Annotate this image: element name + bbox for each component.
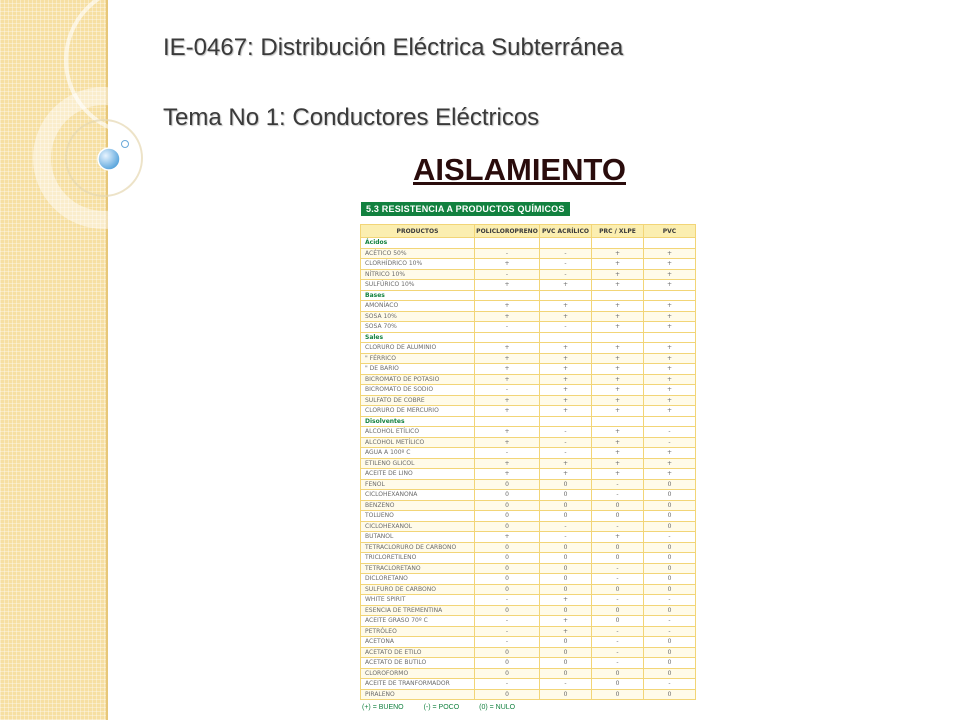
table-row	[361, 479, 696, 490]
empty-cell	[540, 238, 592, 249]
product-name: TRICLORETILENO	[361, 553, 475, 564]
resistance-value: -	[644, 616, 696, 627]
resistance-value: 0	[592, 689, 644, 700]
resistance-value: 0	[475, 553, 540, 564]
resistance-value: +	[644, 469, 696, 480]
empty-cell	[540, 290, 592, 301]
resistance-value: 0	[475, 490, 540, 501]
resistance-value: -	[592, 626, 644, 637]
legend-good: (+) = BUENO	[362, 704, 404, 711]
resistance-value: +	[644, 301, 696, 312]
resistance-value: 0	[475, 521, 540, 532]
slide-subtitle: Tema No 1: Conductores Eléctricos	[163, 104, 540, 131]
table-row	[361, 395, 696, 406]
empty-cell	[592, 238, 644, 249]
resistance-value: -	[644, 532, 696, 543]
table-row	[361, 658, 696, 669]
col-header: PVC ACRÍLICO	[540, 225, 592, 238]
table-row	[361, 301, 696, 312]
resistance-value: +	[540, 595, 592, 606]
resistance-value: 0	[644, 521, 696, 532]
resistance-value: 0	[540, 668, 592, 679]
small-bubble	[122, 141, 129, 148]
table-row	[361, 469, 696, 480]
resistance-value: 0	[475, 479, 540, 490]
resistance-value: +	[592, 448, 644, 459]
resistance-value: 0	[592, 542, 644, 553]
resistance-value: -	[644, 595, 696, 606]
product-name: BICROMATO DE SODIO	[361, 385, 475, 396]
resistance-value: 0	[644, 658, 696, 669]
resistance-value: 0	[592, 584, 644, 595]
product-name: PIRALENO	[361, 689, 475, 700]
table-row	[361, 280, 696, 291]
resistance-value: 0	[475, 584, 540, 595]
resistance-value: +	[592, 248, 644, 259]
resistance-value: 0	[644, 490, 696, 501]
table-row	[361, 343, 696, 354]
resistance-value: 0	[644, 605, 696, 616]
table-row	[361, 311, 696, 322]
resistance-value: 0	[475, 689, 540, 700]
product-name: ACETATO DE ETILO	[361, 647, 475, 658]
resistance-value: -	[540, 437, 592, 448]
table-row	[361, 668, 696, 679]
resistance-value: 0	[592, 500, 644, 511]
resistance-value: +	[540, 364, 592, 375]
product-name: TETRACLORETANO	[361, 563, 475, 574]
resistance-value: 0	[540, 511, 592, 522]
resistance-value: +	[592, 311, 644, 322]
resistance-value: 0	[540, 563, 592, 574]
resistance-value: +	[540, 616, 592, 627]
product-name: ESENCIA DE TREMENTINA	[361, 605, 475, 616]
section-heading: AISLAMIENTO	[413, 152, 626, 187]
resistance-value: 0	[644, 584, 696, 595]
resistance-value: -	[644, 427, 696, 438]
product-name: BUTANOL	[361, 532, 475, 543]
resistance-value: -	[592, 637, 644, 648]
resistance-value: -	[540, 448, 592, 459]
col-header: PRC / XLPE	[592, 225, 644, 238]
category-row	[361, 290, 696, 301]
resistance-value: -	[475, 637, 540, 648]
product-name: AMONÍACO	[361, 301, 475, 312]
table-section-title: 5.3 RESISTENCIA A PRODUCTOS QUÍMICOS	[361, 202, 570, 216]
resistance-value: +	[644, 311, 696, 322]
legend-none: (0) = NULO	[479, 704, 516, 711]
resistance-value: -	[592, 658, 644, 669]
resistance-value: 0	[644, 637, 696, 648]
table-row	[361, 542, 696, 553]
resistance-value: +	[592, 374, 644, 385]
resistance-value: +	[592, 364, 644, 375]
category-label: Sales	[361, 332, 475, 343]
resistance-value: 0	[644, 563, 696, 574]
resistance-value: -	[475, 322, 540, 333]
resistance-value: 0	[644, 511, 696, 522]
empty-cell	[475, 332, 540, 343]
table-row	[361, 532, 696, 543]
resistance-value: +	[592, 458, 644, 469]
product-name: TETRACLORURO DE CARBONO	[361, 542, 475, 553]
table-row	[361, 458, 696, 469]
resistance-value: +	[592, 269, 644, 280]
table-row	[361, 406, 696, 417]
resistance-value: -	[475, 269, 540, 280]
table-row	[361, 364, 696, 375]
table-row	[361, 490, 696, 501]
table-row	[361, 437, 696, 448]
resistance-value: -	[475, 595, 540, 606]
table-row	[361, 248, 696, 259]
empty-cell	[540, 416, 592, 427]
resistance-value: +	[540, 469, 592, 480]
resistance-value: 0	[540, 647, 592, 658]
resistance-value: 0	[540, 574, 592, 585]
product-name: ACEITE DE LINO	[361, 469, 475, 480]
table-row	[361, 448, 696, 459]
resistance-value: 0	[540, 689, 592, 700]
resistance-value: +	[592, 343, 644, 354]
table-row	[361, 637, 696, 648]
product-name: PETRÓLEO	[361, 626, 475, 637]
resistance-value: +	[592, 437, 644, 448]
resistance-value: +	[592, 406, 644, 417]
resistance-value: +	[592, 301, 644, 312]
category-label: Disolventes	[361, 416, 475, 427]
resistance-value: 0	[475, 658, 540, 669]
product-name: ACEITE GRASO 70º C	[361, 616, 475, 627]
product-name: ETILENO GLICOL	[361, 458, 475, 469]
resistance-value: 0	[540, 637, 592, 648]
resistance-value: 0	[644, 542, 696, 553]
product-name: DICLORETANO	[361, 574, 475, 585]
resistance-value: 0	[644, 668, 696, 679]
resistance-value: -	[592, 521, 644, 532]
chemical-resistance-table	[360, 224, 696, 700]
col-header: PRODUCTOS	[361, 225, 475, 238]
product-name: ALCOHOL METÍLICO	[361, 437, 475, 448]
resistance-value: -	[475, 448, 540, 459]
resistance-value: 0	[475, 542, 540, 553]
resistance-value: +	[644, 248, 696, 259]
empty-cell	[475, 238, 540, 249]
resistance-value: +	[644, 280, 696, 291]
empty-cell	[644, 290, 696, 301]
product-name: AGUA A 100º C	[361, 448, 475, 459]
resistance-value: -	[592, 595, 644, 606]
col-header: POLICLOROPRENO	[475, 225, 540, 238]
table-header-row	[361, 225, 696, 238]
resistance-value: 0	[475, 668, 540, 679]
product-name: ACETATO DE BUTILO	[361, 658, 475, 669]
empty-cell	[592, 290, 644, 301]
empty-cell	[540, 332, 592, 343]
product-name: CLORHÍDRICO 10%	[361, 259, 475, 270]
resistance-value: -	[540, 248, 592, 259]
resistance-value: +	[644, 364, 696, 375]
resistance-value: 0	[540, 553, 592, 564]
empty-cell	[644, 416, 696, 427]
resistance-value: -	[592, 647, 644, 658]
resistance-value: +	[592, 427, 644, 438]
empty-cell	[475, 416, 540, 427]
resistance-value: +	[644, 406, 696, 417]
resistance-value: -	[644, 437, 696, 448]
resistance-value: 0	[644, 500, 696, 511]
table-row	[361, 511, 696, 522]
resistance-value: +	[592, 259, 644, 270]
resistance-value: +	[592, 280, 644, 291]
category-label: Bases	[361, 290, 475, 301]
resistance-value: +	[475, 532, 540, 543]
table-row	[361, 385, 696, 396]
resistance-value: 0	[644, 479, 696, 490]
table-row	[361, 521, 696, 532]
resistance-value: +	[540, 626, 592, 637]
resistance-value: +	[644, 343, 696, 354]
empty-cell	[644, 332, 696, 343]
resistance-value: +	[475, 374, 540, 385]
resistance-value: +	[475, 280, 540, 291]
resistance-value: 0	[592, 511, 644, 522]
table-row	[361, 616, 696, 627]
category-row	[361, 332, 696, 343]
product-name: FENOL	[361, 479, 475, 490]
table-row	[361, 679, 696, 690]
resistance-value: +	[540, 385, 592, 396]
resistance-value: 0	[540, 542, 592, 553]
resistance-value: -	[475, 626, 540, 637]
table-row	[361, 584, 696, 595]
product-name: CLORURO DE MERCURIO	[361, 406, 475, 417]
resistance-value: -	[540, 322, 592, 333]
product-name: CLOROFORMO	[361, 668, 475, 679]
resistance-value: +	[592, 469, 644, 480]
resistance-value: -	[592, 563, 644, 574]
table-row	[361, 626, 696, 637]
resistance-value: +	[540, 280, 592, 291]
resistance-value: +	[540, 353, 592, 364]
table-row	[361, 563, 696, 574]
resistance-value: -	[592, 574, 644, 585]
resistance-value: +	[644, 353, 696, 364]
resistance-value: +	[592, 385, 644, 396]
table-row	[361, 353, 696, 364]
resistance-value: 0	[475, 647, 540, 658]
resistance-value: +	[644, 374, 696, 385]
product-name: ALCOHOL ETÍLICO	[361, 427, 475, 438]
resistance-value: 0	[592, 668, 644, 679]
product-name: ACETONA	[361, 637, 475, 648]
resistance-value: +	[644, 448, 696, 459]
resistance-value: 0	[592, 616, 644, 627]
resistance-value: -	[475, 679, 540, 690]
resistance-value: -	[540, 259, 592, 270]
resistance-value: -	[475, 385, 540, 396]
resistance-value: 0	[540, 490, 592, 501]
legend	[362, 704, 533, 711]
resistance-value: +	[540, 311, 592, 322]
resistance-value: 0	[644, 647, 696, 658]
resistance-value: 0	[644, 574, 696, 585]
resistance-value: +	[475, 437, 540, 448]
resistance-value: +	[644, 269, 696, 280]
resistance-value: 0	[540, 658, 592, 669]
resistance-value: 0	[644, 689, 696, 700]
product-name: CLORURO DE ALUMINIO	[361, 343, 475, 354]
resistance-value: +	[540, 374, 592, 385]
resistance-value: +	[475, 427, 540, 438]
resistance-value: +	[475, 458, 540, 469]
resistance-value: +	[475, 469, 540, 480]
resistance-value: +	[592, 353, 644, 364]
slide-title: IE-0467: Distribución Eléctrica Subterránea	[163, 34, 624, 61]
product-name: " DE BARIO	[361, 364, 475, 375]
table-row	[361, 553, 696, 564]
resistance-value: +	[644, 385, 696, 396]
category-label: Ácidos	[361, 238, 475, 249]
resistance-value: +	[644, 395, 696, 406]
empty-cell	[644, 238, 696, 249]
resistance-value: 0	[540, 500, 592, 511]
table-row	[361, 269, 696, 280]
resistance-value: -	[540, 679, 592, 690]
legend-poor: (-) = POCO	[423, 704, 460, 711]
table-row	[361, 689, 696, 700]
product-name: SULFÚRICO 10%	[361, 280, 475, 291]
table-row	[361, 259, 696, 270]
resistance-value: +	[475, 259, 540, 270]
resistance-value: 0	[475, 500, 540, 511]
resistance-value: +	[475, 353, 540, 364]
empty-cell	[592, 416, 644, 427]
resistance-value: +	[540, 458, 592, 469]
resistance-value: +	[592, 532, 644, 543]
product-name: " FÉRRICO	[361, 353, 475, 364]
resistance-value: +	[592, 322, 644, 333]
resistance-value: +	[540, 395, 592, 406]
resistance-value: -	[592, 490, 644, 501]
category-row	[361, 416, 696, 427]
resistance-value: -	[475, 616, 540, 627]
resistance-value: -	[592, 479, 644, 490]
table-row	[361, 500, 696, 511]
empty-cell	[475, 290, 540, 301]
table-row	[361, 427, 696, 438]
product-name: CICLOHEXANONA	[361, 490, 475, 501]
table-row	[361, 574, 696, 585]
resistance-value: 0	[592, 605, 644, 616]
resistance-value: 0	[644, 553, 696, 564]
resistance-value: +	[475, 301, 540, 312]
resistance-value: +	[644, 322, 696, 333]
resistance-value: -	[644, 626, 696, 637]
table-row	[361, 605, 696, 616]
resistance-value: +	[475, 343, 540, 354]
resistance-value: +	[644, 458, 696, 469]
resistance-value: -	[540, 521, 592, 532]
resistance-value: +	[592, 395, 644, 406]
resistance-value: -	[540, 532, 592, 543]
table-row	[361, 322, 696, 333]
resistance-value: 0	[592, 679, 644, 690]
resistance-value: +	[475, 311, 540, 322]
resistance-value: 0	[475, 574, 540, 585]
product-name: SULFURO DE CARBONO	[361, 584, 475, 595]
empty-cell	[592, 332, 644, 343]
table-row	[361, 595, 696, 606]
resistance-value: +	[540, 406, 592, 417]
resistance-value: +	[475, 406, 540, 417]
table-row	[361, 374, 696, 385]
resistance-value: -	[475, 248, 540, 259]
product-name: SOSA 10%	[361, 311, 475, 322]
category-row	[361, 238, 696, 249]
product-name: WHITE SPIRIT	[361, 595, 475, 606]
table-row	[361, 647, 696, 658]
blue-bubble	[98, 148, 120, 170]
product-name: SOSA 70%	[361, 322, 475, 333]
resistance-value: 0	[540, 479, 592, 490]
product-name: ACÉTICO 50%	[361, 248, 475, 259]
product-name: NÍTRICO 10%	[361, 269, 475, 280]
resistance-value: -	[644, 679, 696, 690]
resistance-value: 0	[475, 563, 540, 574]
resistance-value: 0	[592, 553, 644, 564]
resistance-value: 0	[540, 605, 592, 616]
product-name: TOLUENO	[361, 511, 475, 522]
resistance-value: -	[540, 427, 592, 438]
product-name: BICROMATO DE POTASIO	[361, 374, 475, 385]
product-name: ACEITE DE TRANFORMADOR	[361, 679, 475, 690]
resistance-value: 0	[475, 605, 540, 616]
resistance-value: -	[540, 269, 592, 280]
resistance-value: +	[475, 364, 540, 375]
resistance-value: +	[540, 301, 592, 312]
resistance-value: 0	[475, 511, 540, 522]
resistance-value: +	[644, 259, 696, 270]
col-header: PVC	[644, 225, 696, 238]
resistance-value: +	[540, 343, 592, 354]
product-name: BENZENO	[361, 500, 475, 511]
resistance-value: 0	[540, 584, 592, 595]
table-body	[361, 238, 696, 700]
product-name: CICLOHEXANOL	[361, 521, 475, 532]
resistance-value: +	[475, 395, 540, 406]
product-name: SULFATO DE COBRE	[361, 395, 475, 406]
